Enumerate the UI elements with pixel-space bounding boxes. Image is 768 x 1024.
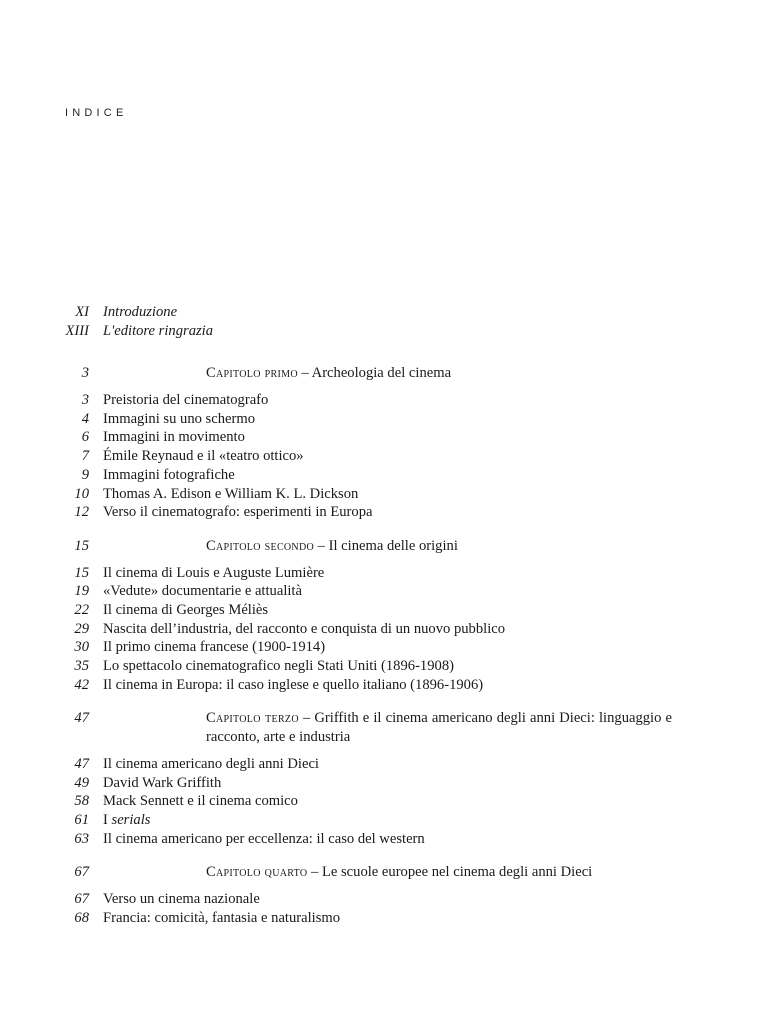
toc-entry[interactable] bbox=[0, 503, 768, 522]
page-number: 61 bbox=[74, 811, 89, 828]
toc-entry[interactable] bbox=[0, 564, 768, 583]
toc-entry[interactable] bbox=[0, 774, 768, 793]
chapter-dash: – bbox=[314, 537, 329, 554]
toc-chapter-2[interactable] bbox=[0, 537, 768, 556]
toc-entry[interactable] bbox=[0, 601, 768, 620]
chapter-heading bbox=[206, 537, 672, 556]
toc-entry-introduzione[interactable] bbox=[0, 303, 768, 322]
entry-title: Verso il cinematografo: esperimenti in Europa bbox=[103, 504, 373, 521]
entry-title: Il primo cinema francese (1900-1914) bbox=[103, 639, 326, 656]
chapter-label: Capitolo secondo bbox=[206, 537, 315, 554]
entry-prefix: I bbox=[103, 811, 112, 828]
entry-title: Il cinema americano per eccellenza: il caso del western bbox=[103, 830, 425, 847]
page-number: 30 bbox=[74, 639, 89, 656]
chapter-heading bbox=[206, 364, 672, 383]
entry-title: Lo spettacolo cinematografico negli Stati Uniti (1896-1908) bbox=[103, 658, 454, 675]
chapter-label: Capitolo quarto bbox=[206, 864, 308, 881]
page-number: 12 bbox=[74, 504, 89, 521]
entry-title: Il cinema americano degli anni Dieci bbox=[103, 755, 319, 772]
page-number: 22 bbox=[74, 601, 89, 618]
entry-title: Mack Sennett e il cinema comico bbox=[103, 793, 298, 810]
page-number: 3 bbox=[81, 365, 89, 382]
page-number: 10 bbox=[74, 485, 89, 502]
entry-title-italic: serials bbox=[111, 811, 151, 828]
entry-title: Émile Reynaud e il «teatro ottico» bbox=[103, 448, 304, 465]
toc-entry[interactable] bbox=[0, 792, 768, 811]
entry-title: Introduzione bbox=[103, 304, 178, 320]
chapter-title: Archeologia del cinema bbox=[311, 365, 452, 382]
toc-entry[interactable] bbox=[0, 657, 768, 676]
entry-title: Preistoria del cinematografo bbox=[103, 392, 269, 409]
page-number: 63 bbox=[74, 830, 89, 847]
page-number: 15 bbox=[74, 564, 89, 581]
toc-entry[interactable] bbox=[0, 410, 768, 429]
toc-chapter-4[interactable] bbox=[0, 863, 768, 882]
toc-entry[interactable] bbox=[0, 582, 768, 601]
page-heading: INDICE bbox=[65, 107, 128, 119]
toc-entry[interactable] bbox=[0, 638, 768, 657]
entry-title: Il cinema di Georges Méliès bbox=[103, 601, 269, 618]
entry-title: «Vedute» documentarie e attualità bbox=[103, 583, 302, 600]
toc-entry[interactable] bbox=[0, 428, 768, 447]
toc-entry[interactable] bbox=[0, 620, 768, 639]
chapter-title: Griffith e il cinema americano degli anni Dieci: linguaggio e racconto, arte e industria bbox=[206, 710, 672, 746]
page-number: 7 bbox=[81, 448, 89, 465]
page-number: 47 bbox=[74, 710, 89, 727]
chapter-title: Il cinema delle origini bbox=[328, 537, 458, 554]
chapter-title: Le scuole europee nel cinema degli anni Dieci bbox=[321, 864, 593, 881]
page-number: 47 bbox=[74, 755, 89, 772]
entry-title: Immagini in movimento bbox=[103, 429, 245, 446]
chapter-dash: – bbox=[298, 710, 315, 727]
entry-title: Verso un cinema nazionale bbox=[103, 890, 260, 907]
page-number: 67 bbox=[74, 890, 89, 907]
page-number: 67 bbox=[74, 864, 89, 881]
page-number: 19 bbox=[74, 583, 89, 600]
toc-entry[interactable] bbox=[0, 485, 768, 504]
entry-title bbox=[103, 811, 150, 830]
toc-entry[interactable] bbox=[0, 909, 768, 928]
toc-entry[interactable] bbox=[0, 447, 768, 466]
chapter-heading bbox=[206, 709, 672, 746]
entry-title: Immagini fotografiche bbox=[103, 466, 235, 483]
chapter-dash: – bbox=[307, 864, 322, 881]
toc-entry-editore-ringrazia[interactable] bbox=[0, 322, 768, 341]
entry-title: Il cinema di Louis e Auguste Lumière bbox=[103, 564, 325, 581]
toc-entry[interactable] bbox=[0, 676, 768, 695]
toc-entry[interactable] bbox=[0, 391, 768, 410]
page-number: 29 bbox=[74, 620, 89, 637]
chapter-label: Capitolo primo bbox=[206, 365, 298, 382]
entry-title: Immagini su uno schermo bbox=[103, 410, 255, 427]
page-number: 6 bbox=[81, 429, 89, 446]
toc-entry[interactable] bbox=[0, 811, 768, 830]
page-number: 49 bbox=[74, 774, 89, 791]
page-number: 15 bbox=[74, 537, 89, 554]
chapter-label: Capitolo terzo bbox=[206, 710, 299, 727]
toc-entry[interactable] bbox=[0, 755, 768, 774]
page-number: 68 bbox=[74, 909, 89, 926]
toc-entry[interactable] bbox=[0, 466, 768, 485]
page-number: 4 bbox=[81, 410, 89, 427]
entry-title: Nascita dell’industria, del racconto e conquista di un nuovo pubblico bbox=[103, 620, 506, 637]
toc-chapter-1[interactable] bbox=[0, 364, 768, 383]
page-number: XI bbox=[75, 304, 89, 320]
toc-entry[interactable] bbox=[0, 890, 768, 909]
page-number: 35 bbox=[74, 658, 89, 675]
entry-title: L'editore ringrazia bbox=[103, 322, 214, 339]
entry-title: David Wark Griffith bbox=[103, 774, 222, 791]
page-number: 58 bbox=[74, 793, 89, 810]
page-number: 3 bbox=[81, 392, 89, 409]
toc-entry[interactable] bbox=[0, 830, 768, 849]
page-number: 42 bbox=[74, 676, 89, 693]
entry-title: Thomas A. Edison e William K. L. Dickson bbox=[103, 485, 359, 502]
chapter-heading bbox=[206, 863, 672, 882]
page-number: 9 bbox=[81, 466, 89, 483]
table-of-contents bbox=[0, 303, 768, 927]
chapter-dash: – bbox=[297, 365, 312, 382]
page-number: XIII bbox=[65, 322, 89, 339]
entry-title: Francia: comicità, fantasia e naturalismo bbox=[103, 909, 341, 926]
entry-title: Il cinema in Europa: il caso inglese e quello italiano (1896-1906) bbox=[103, 676, 484, 693]
toc-chapter-3[interactable] bbox=[0, 709, 768, 746]
